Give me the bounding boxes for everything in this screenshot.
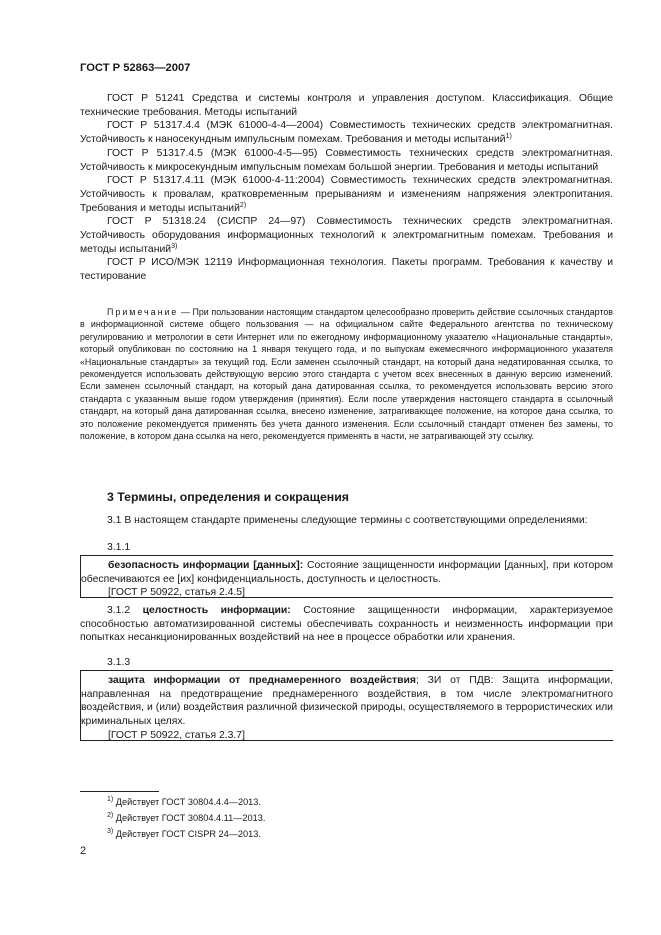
note-text: — При пользовании настоящим стандартом целесообразно проверить действие ссылочных стандартов в информационной системе общего пользования — на официальном сайте Федерального агентства по техническому регулированию и метрологии в сети Интернет или по ежегодному информационному указателю «Национальные стандарты», который опубликован по состоянию на 1 января текущего года, и по выпускам ежемесячного информационного указателя «Национальные стандарты» за текущий год. Если заменен ссылочный стандарт, на который дана недатированная ссылка, то рекомендуется использовать действующую версию этого стандарта с учетом всех внесенных в данную версию изменений. Если заменен ссылочный стандарт, на который дана датированная ссылка, то рекомендуется использовать версию этого стандарта с указанным выше годом утверждения (принятия). Если после утверждения настоящего стандарта в ссылочный стандарт, на который дана датированная ссылка, внесено изменение, затрагивающее положение, на которое дана ссылка, то это положение рекомендуется применять без учета данного изменения. Если ссылочный стандарт отменен без замены, то положение, в котором дана ссылка на него, рекомендуется применять в части, не затрагивающей эту ссылку. — [80, 307, 614, 442]
term-definition-box — [80, 670, 613, 741]
normative-references — [80, 92, 613, 284]
section-intro: 3.1 В настоящем стандарте применены следующие термины с соответствующими определениями: — [107, 515, 588, 526]
term-number: 3.1.3 — [107, 657, 131, 668]
term: защита информации от преднамеренного воздействия — [108, 675, 416, 686]
term-source: [ГОСТ Р 50922, статья 2.4.5] — [108, 587, 245, 599]
definition: Состояние защищенности информации, характеризуемое способностью автоматизированной системы обеспечивать сохранность и неизменность информации при попытках несанкционированных воздействий на нее в процессе обработки или хранения. — [80, 605, 614, 644]
reference-item: ГОСТ Р 51317.4.11 (МЭК 61000-4-11:2004) Совместимость технических средств электромагнитная. Устойчивость к провалам, кратковременным прерываниям и изменениям напряжения электропитания. Требования и методы испытаний$^{2)}$ — [80, 175, 613, 214]
footnote-ref: 1) — [505, 133, 512, 141]
term-definition-box — [80, 555, 613, 598]
definition: Защита информации, направленная на предотвращение преднамеренного воздействия, в том числе электромагнитного воздействия, и (или) воздействия различной физической природы, осуществляемого в террористических или криминальных целях. — [81, 675, 613, 728]
definition: Состояние защищенности информации [данных], при котором обеспечиваются ее [их] конфиденциальность, доступность и целостность. — [81, 560, 614, 585]
reference-item: ГОСТ Р 51317.4.4 (МЭК 61000-4-4—2004) Совместимость технических средств электромагнитная. Устойчивость к наносекундным импульсным помехам. Требования и методы испытаний$^{1)}$ — [80, 120, 613, 146]
term: безопасность информации [данных]: — [108, 560, 304, 571]
term-source: [ГОСТ Р 50922, статья 2.3.7] — [108, 729, 245, 741]
footnote-ref: 3) — [171, 242, 178, 250]
footnote: $^{1)}$ Действует ГОСТ 30804.4.4—2013. — [107, 796, 261, 807]
term-abbreviation: ; ЗИ от ПДВ: — [415, 675, 494, 686]
term-3-1-2 — [80, 604, 613, 645]
term-number: 3.1.1 — [107, 542, 131, 553]
section-title: 3 Термины, определения и сокращения — [107, 490, 349, 504]
reference-item: ГОСТ Р 51241 Средства и системы контроля и управления доступом. Классификация. Общие технические требования. Методы испытаний — [80, 93, 613, 118]
footnote: $^{2)}$ Действует ГОСТ 30804.4.11—2013. — [107, 812, 266, 823]
document-code-header: ГОСТ Р 52863—2007 — [80, 62, 191, 74]
term: целостность информации: — [142, 605, 291, 616]
reference-note — [80, 306, 613, 442]
reference-item: ГОСТ Р ИСО/МЭК 12119 Информационная технология. Пакеты программ. Требования к качеству и тестирование — [80, 257, 613, 283]
footnote-ref: 2) — [239, 201, 247, 209]
footnote-divider — [80, 791, 159, 792]
page-number: 2 — [80, 845, 87, 857]
reference-item: ГОСТ Р 51318.24 (СИСПР 24—97) Совместимость технических средств электромагнитная. Устойчивость оборудования информационных технологий к электромагнитным помехам. Требования и методы испытаний$^{3)}$ — [80, 216, 613, 255]
footnote: $^{3)}$ Действует ГОСТ CISPR 24—2013. — [107, 828, 261, 839]
term-number: 3.1.2 — [107, 605, 131, 616]
note-label: Примечание — [107, 307, 179, 317]
reference-item: ГОСТ Р 51317.4.5 (МЭК 61000-4-5—95) Совместимость технических средств электромагнитная. Устойчивость к микросекундным импульсным помехам большой энергии. Требования и методы испытаний — [80, 147, 613, 173]
